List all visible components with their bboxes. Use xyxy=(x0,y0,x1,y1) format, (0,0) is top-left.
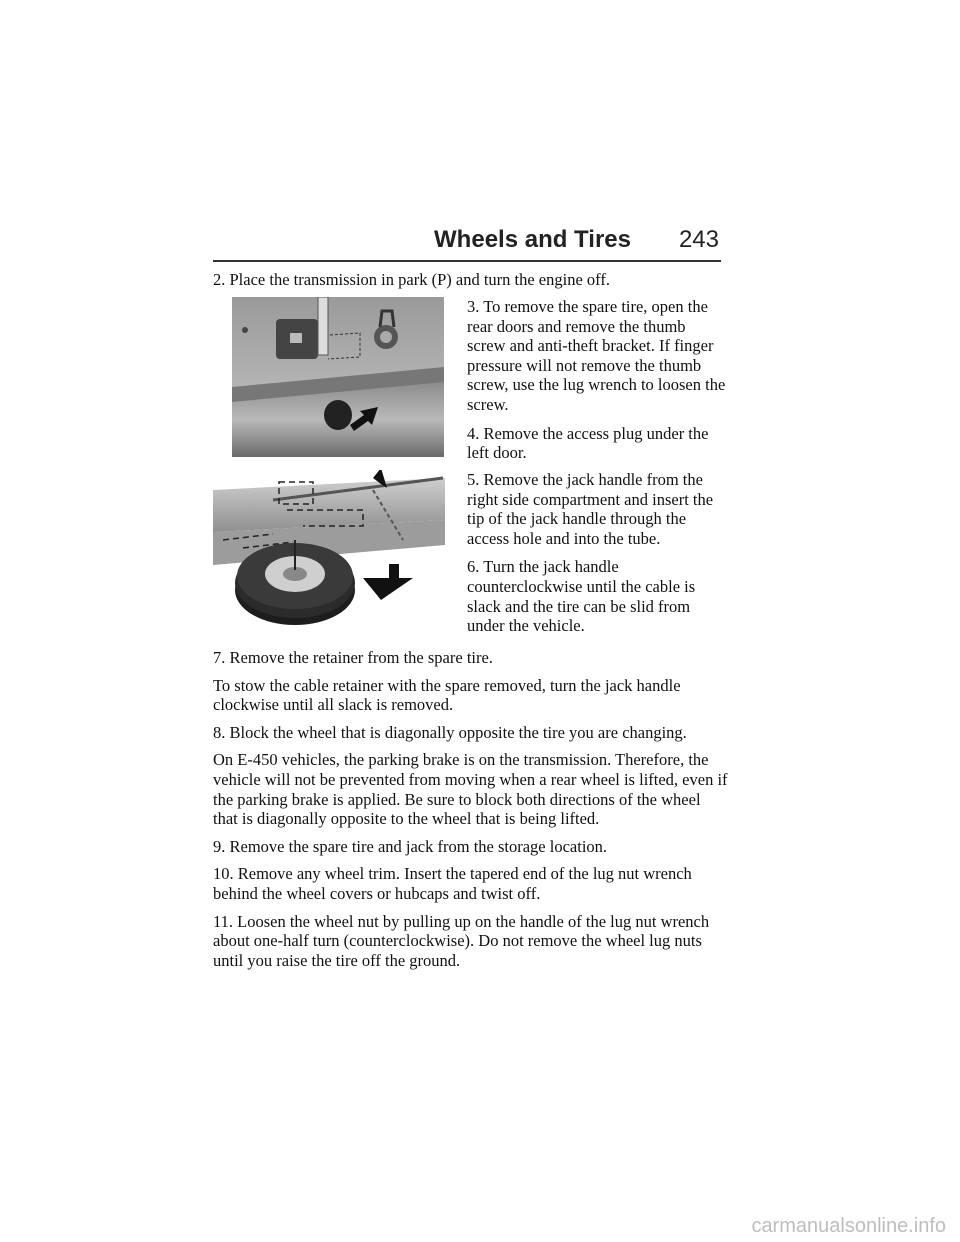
step-8-text: 8. Block the wheel that is diagonally opposite the tire you are changing. xyxy=(213,722,687,742)
page-header xyxy=(213,226,721,262)
step-5-text: 5. Remove the jack handle from the right side compartment and insert the tip of the jack handle through the access hole and into the tube. xyxy=(467,470,714,548)
step-4-text: 4. Remove the access plug under the left door. xyxy=(467,423,709,463)
step-6-text: 6. Turn the jack handle counterclockwise until the cable is slack and the tire can be slid from under the vehicle. xyxy=(467,557,696,636)
step-11-text: 11. Loosen the wheel nut by pulling up on the handle of the lug nut wrench about one-half turn (counterclockwise). Do not remove the wheel lug nuts until you raise the tire off the ground. xyxy=(213,911,710,970)
body-text xyxy=(213,648,728,978)
access-plug-illustration xyxy=(232,297,444,457)
watermark: carmanualsonline.info xyxy=(751,1215,946,1237)
page-number: 243 xyxy=(678,226,719,253)
steps-3-4-column xyxy=(467,297,727,472)
header-rule xyxy=(213,260,721,262)
stow-note-text: To stow the cable retainer with the spare removed, turn the jack handle clockwise until all slack is removed. xyxy=(213,675,681,715)
e450-note-text: On E-450 vehicles, the parking brake is on the transmission. Therefore, the vehicle will not be prevented from moving when a rear wheel is lifted, even if the parking brake is applied. Be sure to block both directions of the wheel that is diagonally opposite to the wheel that is being lifted. xyxy=(213,750,728,829)
step-9-text: 9. Remove the spare tire and jack from the storage location. xyxy=(213,836,608,856)
steps-5-6-column xyxy=(467,470,727,645)
step-7-text: 7. Remove the retainer from the spare tire. xyxy=(213,648,493,667)
step-2-text: 2. Place the transmission in park (P) and turn the engine off. xyxy=(213,270,610,289)
section-title: Wheels and Tires xyxy=(434,226,631,253)
step-10-text: 10. Remove any wheel trim. Insert the tapered end of the lug nut wrench behind the wheel covers or hubcaps and twist off. xyxy=(213,864,692,903)
spare-tire-lowering-illustration xyxy=(213,470,445,635)
step-3-text: 3. To remove the spare tire, open the rear doors and remove the thumb screw and anti-theft bracket. If finger pressure will not remove the thumb screw, use the lug wrench to loosen the screw. xyxy=(467,297,726,414)
